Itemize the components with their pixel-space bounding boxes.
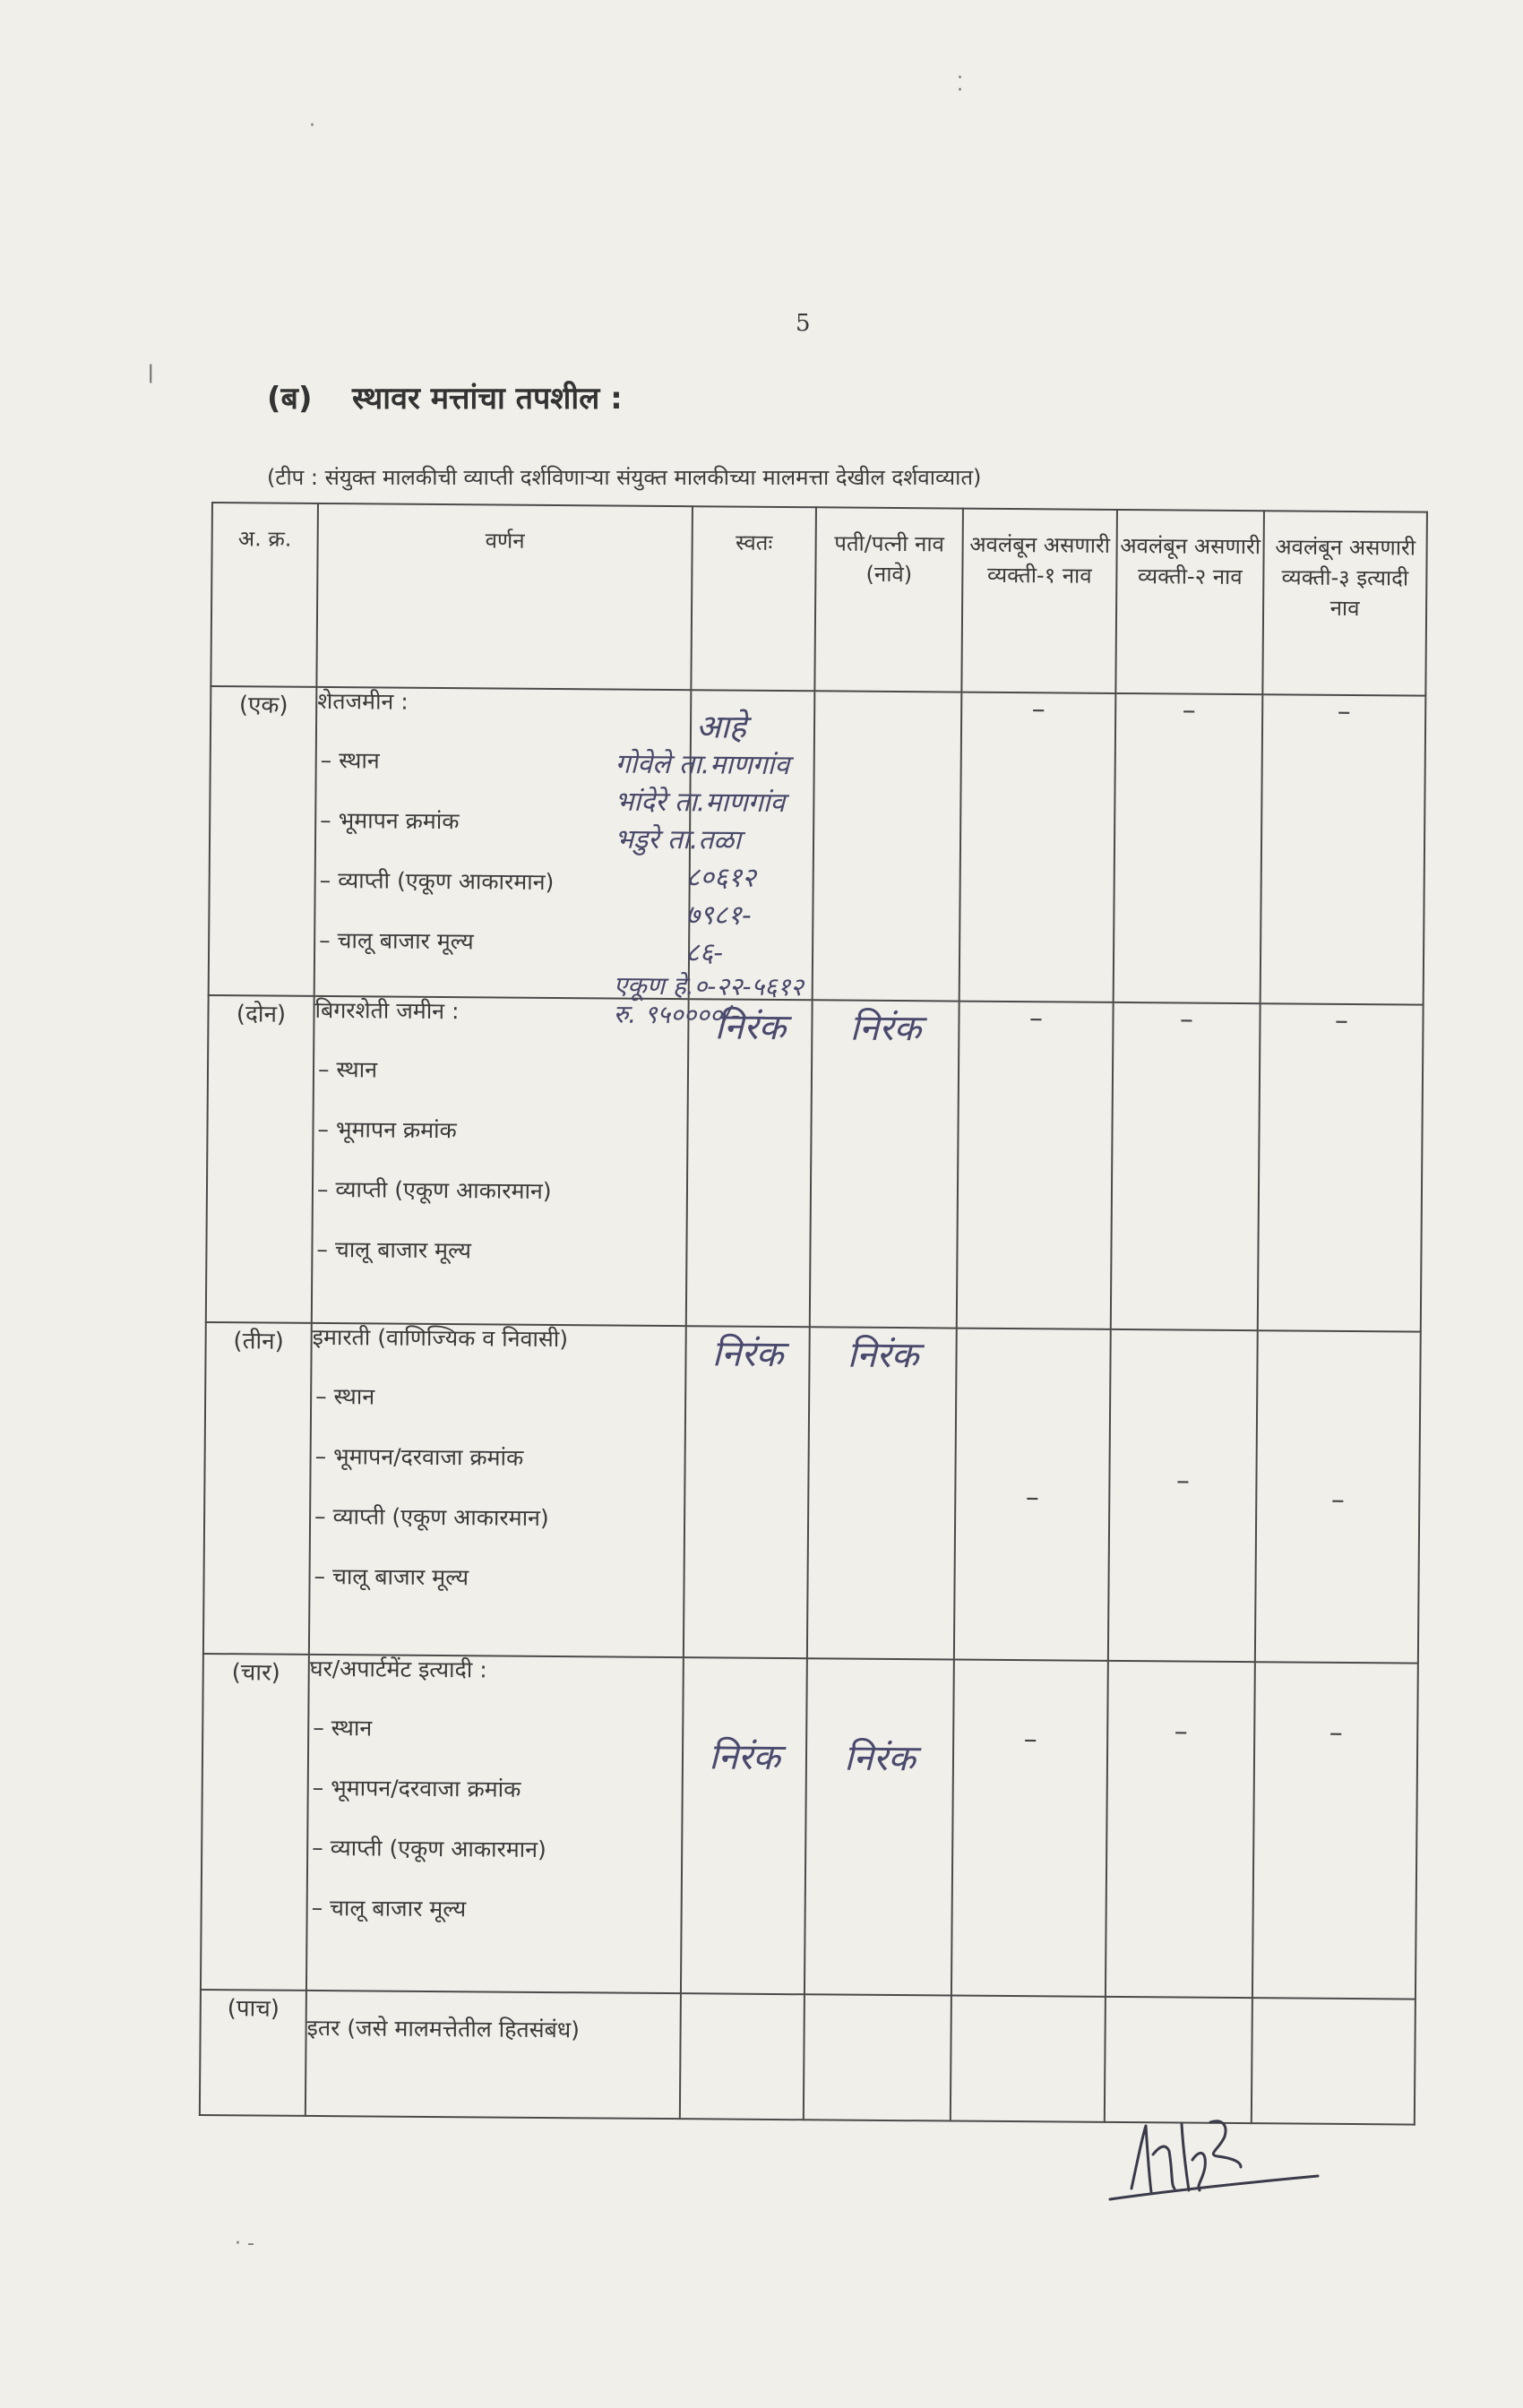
row-item: – स्थान xyxy=(320,746,380,774)
row-item: – चालू बाजार मूल्य xyxy=(314,1562,469,1591)
handwritten-line: आहे xyxy=(695,709,747,746)
handwritten-line: गोवेले ता.माणगांव xyxy=(615,748,790,782)
cell-dependent-1: – xyxy=(957,1002,1114,1329)
cell-spouse xyxy=(804,1994,951,2120)
table-row xyxy=(209,686,1426,1005)
cell-dependent-1 xyxy=(951,1996,1106,2122)
cell-dependent-2: – xyxy=(1106,1661,1255,1998)
row-item: – स्थान xyxy=(317,1055,378,1083)
cell-spouse: निरंक xyxy=(807,1327,957,1659)
note-text: (टीप : संयुक्त मालकीची व्याप्ती दर्शविणाऱ्या संयुक्त मालकीच्या मालमत्ता देखील दर्शवाव्यात) xyxy=(267,465,982,490)
header-serial: अ. क्र. xyxy=(211,503,318,687)
row-description xyxy=(309,1323,686,1657)
cell-self: निरंक xyxy=(684,1326,810,1658)
cell-dependent-1: – xyxy=(954,1329,1111,1661)
table-row xyxy=(201,1654,1418,2000)
cell-dependent-1: – xyxy=(951,1660,1108,1997)
row-item: – स्थान xyxy=(313,1714,373,1742)
section-label: (ब) xyxy=(267,381,313,417)
row-item: – स्थान xyxy=(315,1382,375,1410)
cell-dependent-3: – xyxy=(1252,1662,1418,1999)
row-title: शेतजमीन : xyxy=(317,687,409,715)
table-row xyxy=(206,995,1424,1332)
cell-dependent-1: – xyxy=(959,692,1116,1002)
cell-dependent-3: – xyxy=(1261,694,1426,1004)
row-description xyxy=(305,1991,681,2119)
cell-self: निरंक xyxy=(686,999,813,1327)
cell-spouse: निरंक xyxy=(810,1000,959,1328)
header-spouse: पती/पत्नी नाव (नावे) xyxy=(814,507,963,692)
row-item: – चालू बाजार मूल्य xyxy=(311,1894,467,1922)
handwritten-line: ८०६१२ xyxy=(685,862,756,894)
scan-speck: · - xyxy=(235,2232,254,2255)
page-number: 5 xyxy=(796,310,811,337)
handwritten-line: एकूण हे.०-२२-५६१२ xyxy=(613,970,804,1002)
header-dependent-2: अवलंबून असणारी व्यक्ती-२ नाव xyxy=(1115,510,1264,694)
row-title: इमारती (वाणिज्यिक व निवासी) xyxy=(312,1323,569,1353)
cell-self xyxy=(680,1993,805,2120)
row-item: – व्याप्ती (एकूण आकारमान) xyxy=(319,866,555,896)
row-item: – भूमापन क्रमांक xyxy=(317,1115,457,1144)
row-item: – चालू बाजार मूल्य xyxy=(319,926,474,955)
row-serial: (दोन) xyxy=(206,995,314,1323)
table-header-row xyxy=(211,503,1427,696)
section-heading xyxy=(267,376,623,417)
immovable-assets-table xyxy=(199,502,1428,2126)
row-item: – भूमापन/दरवाजा क्रमांक xyxy=(314,1442,524,1471)
handwritten-line: भांदेरे ता.माणगांव xyxy=(615,786,786,820)
row-item: – व्याप्ती (एकूण आकारमान) xyxy=(312,1834,546,1862)
header-dependent-1: अवलंबून असणारी व्यक्ती-१ नाव xyxy=(961,509,1117,693)
row-description xyxy=(312,996,689,1326)
scan-speck: ⁚ xyxy=(957,73,963,96)
section-title: स्थावर मत्तांचा तपशील : xyxy=(352,381,623,417)
cell-dependent-2: – xyxy=(1111,1002,1261,1330)
handwritten-line: ७९८१- xyxy=(685,899,752,932)
row-item: – चालू बाजार मूल्य xyxy=(316,1235,472,1264)
row-item: – व्याप्ती (एकूण आकारमान) xyxy=(316,1175,552,1205)
row-description xyxy=(306,1655,684,1993)
header-description: वर्णन xyxy=(316,503,693,690)
cell-dependent-3: – xyxy=(1255,1330,1421,1663)
scan-speck: · xyxy=(309,115,315,137)
handwritten-line: भडुरे ता.तळा xyxy=(614,823,742,856)
handwritten-line: रु. ९५००००/- xyxy=(613,999,741,1030)
row-serial: (चार) xyxy=(201,1654,309,1991)
row-title: घर/अपार्टमेंट इत्यादी : xyxy=(309,1655,487,1683)
scan-speck: ǀ xyxy=(148,362,154,384)
table-row xyxy=(203,1322,1421,1664)
row-serial: (तीन) xyxy=(203,1322,312,1655)
cell-self: निरंक xyxy=(681,1657,807,1994)
header-dependent-3: अवलंबून असणारी व्यक्ती-३ इत्यादी नाव xyxy=(1262,511,1427,695)
row-item: – भूमापन क्रमांक xyxy=(320,806,460,835)
signature-mark xyxy=(1106,2092,1321,2208)
cell-dependent-3: – xyxy=(1258,1003,1424,1331)
row-title: बिगरशेती जमीन : xyxy=(314,996,460,1025)
cell-spouse: निरंक xyxy=(805,1658,954,1995)
header-self: स्वतः xyxy=(691,506,816,691)
row-item: – व्याप्ती (एकूण आकारमान) xyxy=(314,1502,549,1531)
cell-spouse xyxy=(813,691,962,1001)
row-serial: (पाच) xyxy=(200,1990,306,2116)
cell-dependent-2: – xyxy=(1114,693,1263,1003)
cell-dependent-2: – xyxy=(1108,1329,1258,1662)
row-title: इतर (जसे मालमत्तेतील हितसंबंध) xyxy=(306,2014,581,2043)
row-serial: (एक) xyxy=(209,686,317,996)
handwritten-line: ८६- xyxy=(684,937,724,969)
row-item: – भूमापन/दरवाजा क्रमांक xyxy=(312,1774,521,1802)
